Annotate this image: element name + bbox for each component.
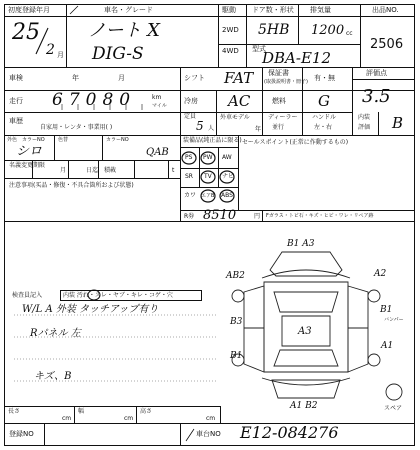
equipment-title: 装備品(純正品に限る) (183, 137, 242, 144)
damage-mark-right-1: B1 (380, 305, 393, 315)
capacity-value: 5 (196, 119, 204, 133)
color-number-value: QAB (146, 147, 169, 158)
name-change-month: 月 (60, 167, 67, 174)
car-grade: DIG-S (92, 44, 144, 64)
equipment-abs: ABS (221, 192, 233, 199)
history-options: 自家用・レンタ・事業用( ) (40, 124, 113, 131)
mileage-label: 走行 (9, 97, 23, 105)
displacement-value: 1200 (311, 23, 345, 38)
shaken-month-label: 月 (118, 74, 125, 82)
warranty-sub-label: (取扱説明書・冊子) (264, 79, 308, 85)
car-name: ノート X (88, 20, 160, 41)
cc-unit: cc (346, 30, 353, 37)
displacement-label: 排気量 (310, 6, 331, 14)
color-number-label: カラーNO (106, 137, 129, 143)
name-change-day: 日迄 (86, 167, 99, 174)
car-name-grade-label: 車名・グレード (104, 6, 153, 14)
drive-4wd: 4WD (222, 47, 239, 55)
door-shape-label: ドア数・形状 (252, 6, 294, 14)
load-label: 積載 (104, 167, 117, 174)
handle-options: 左・右 (314, 124, 333, 131)
recycle-unit: 円 (254, 213, 261, 220)
model-code-label: 型式 (252, 45, 266, 53)
model-change-label: 外車モデル (220, 114, 250, 121)
shift-label: シフト (184, 74, 205, 82)
color-change-label: 色替 (58, 137, 69, 143)
score-value: 3.5 (362, 86, 391, 107)
width-unit: cm (124, 415, 134, 422)
first-registration-label: 初度登録年月 (8, 6, 50, 14)
damage-mark-center: A3 (298, 326, 312, 337)
registration-number-label: 登録NO (9, 430, 34, 438)
height-label: 高さ (140, 408, 153, 415)
spare-label: スペア (384, 405, 403, 412)
mileage-value: 67080 (52, 90, 137, 110)
glass-damage-label: Fガラス・トビ石・キズ・ヒビ・ワレ・リペア跡 (266, 213, 374, 219)
height-unit: cm (206, 415, 216, 422)
interior-sub-label: 評価 (358, 124, 371, 131)
equipment-ps: PS (185, 154, 193, 161)
color-name-label: カラーNO (22, 137, 45, 143)
ac-value: AC (228, 92, 251, 110)
interior-condition-options: 内装 汚れ・スレ・ヤブ・キレ・コゲ・穴 (63, 292, 173, 299)
load-unit: t (172, 167, 175, 174)
chassis-number-label: 車台NO (196, 430, 221, 438)
ac-label: 冷房 (184, 97, 198, 105)
shaken-label: 車検 (9, 74, 23, 82)
warranty-label: 保証書 (268, 69, 289, 77)
drive-2wd: 2WD (222, 26, 239, 34)
chassis-number-value: E12-084276 (240, 423, 339, 442)
equipment-sr: SR (185, 173, 193, 180)
inspection-note-1: W/L A 外装 タッチアップ有り (22, 304, 159, 315)
equipment-pw: PW (203, 154, 213, 161)
damage-mark-right-2: A1 (381, 341, 394, 351)
recycle-value: 8510 (203, 208, 237, 223)
dealer-label: ディーラー (268, 114, 298, 121)
width-label: 幅 (78, 408, 85, 415)
recycle-label: R券 (184, 213, 195, 220)
notes-label: 注意事項(买品・修復・不具合箇所および状態) (9, 182, 134, 189)
shift-value: FAT (224, 69, 254, 87)
first-reg-year: 25 (12, 20, 40, 45)
dealer-sub-label: 並行 (272, 124, 285, 131)
model-change-year-unit: 年 (255, 126, 262, 133)
score-label: 評価点 (366, 69, 387, 77)
damage-mark-top: B1 A3 (287, 239, 315, 249)
outer-color-value: シロ (16, 144, 43, 159)
capacity-label: 定員 (184, 113, 197, 120)
name-change-label: 名義変更期限 (9, 162, 46, 169)
length-label: 長さ (8, 408, 21, 415)
inspection-note-2: Rパネル 左 (30, 328, 81, 339)
lot-number-label: 出品NO. (372, 6, 399, 14)
length-unit: cm (62, 415, 72, 422)
fuel-value: G (318, 92, 330, 110)
sales-point-label: セールスポイント(正常に作動するもの) (242, 139, 349, 146)
fuel-label: 燃料 (272, 97, 286, 105)
damage-mark-right-1-sub: バンパー (384, 317, 404, 323)
equipment-leather: カワ (184, 192, 197, 199)
warranty-options: 有・無 (314, 74, 335, 82)
first-reg-month: 2 (46, 42, 55, 58)
handle-label: ハンドル (312, 114, 337, 121)
interior-grade-value: B (392, 114, 404, 132)
model-code-value: DBA-E12 (262, 49, 331, 67)
history-label: 車歴 (9, 117, 23, 125)
damage-mark-bottom: A1 B2 (290, 401, 318, 411)
shaken-year-label: 年 (72, 74, 79, 82)
damage-mark-front-left: AB2 (226, 271, 245, 281)
damage-mark-left-1: B3 (230, 317, 243, 327)
mile-unit: マイル (152, 103, 167, 109)
km-unit: km (152, 94, 162, 101)
capacity-unit: 人 (208, 125, 215, 132)
door-shape-value: 5HB (258, 22, 290, 38)
damage-mark-front-right: A2 (374, 269, 387, 279)
interior-label: 内装 (358, 114, 371, 121)
equipment-airbag: エアB (201, 193, 215, 199)
lot-number-value: 2506 (370, 37, 404, 52)
damage-mark-left-2: B1 (230, 351, 243, 361)
inspector-label: 検査員記入 (12, 292, 43, 299)
outer-color-label: 外色 (7, 137, 18, 143)
equipment-aw: AW (222, 154, 232, 161)
month-unit: 月 (57, 51, 64, 59)
equipment-tv: TV (204, 173, 212, 180)
drive-label: 駆動 (222, 6, 236, 14)
equipment-navi: ナビ (222, 173, 235, 180)
inspection-note-3: キズ、B (34, 371, 72, 382)
